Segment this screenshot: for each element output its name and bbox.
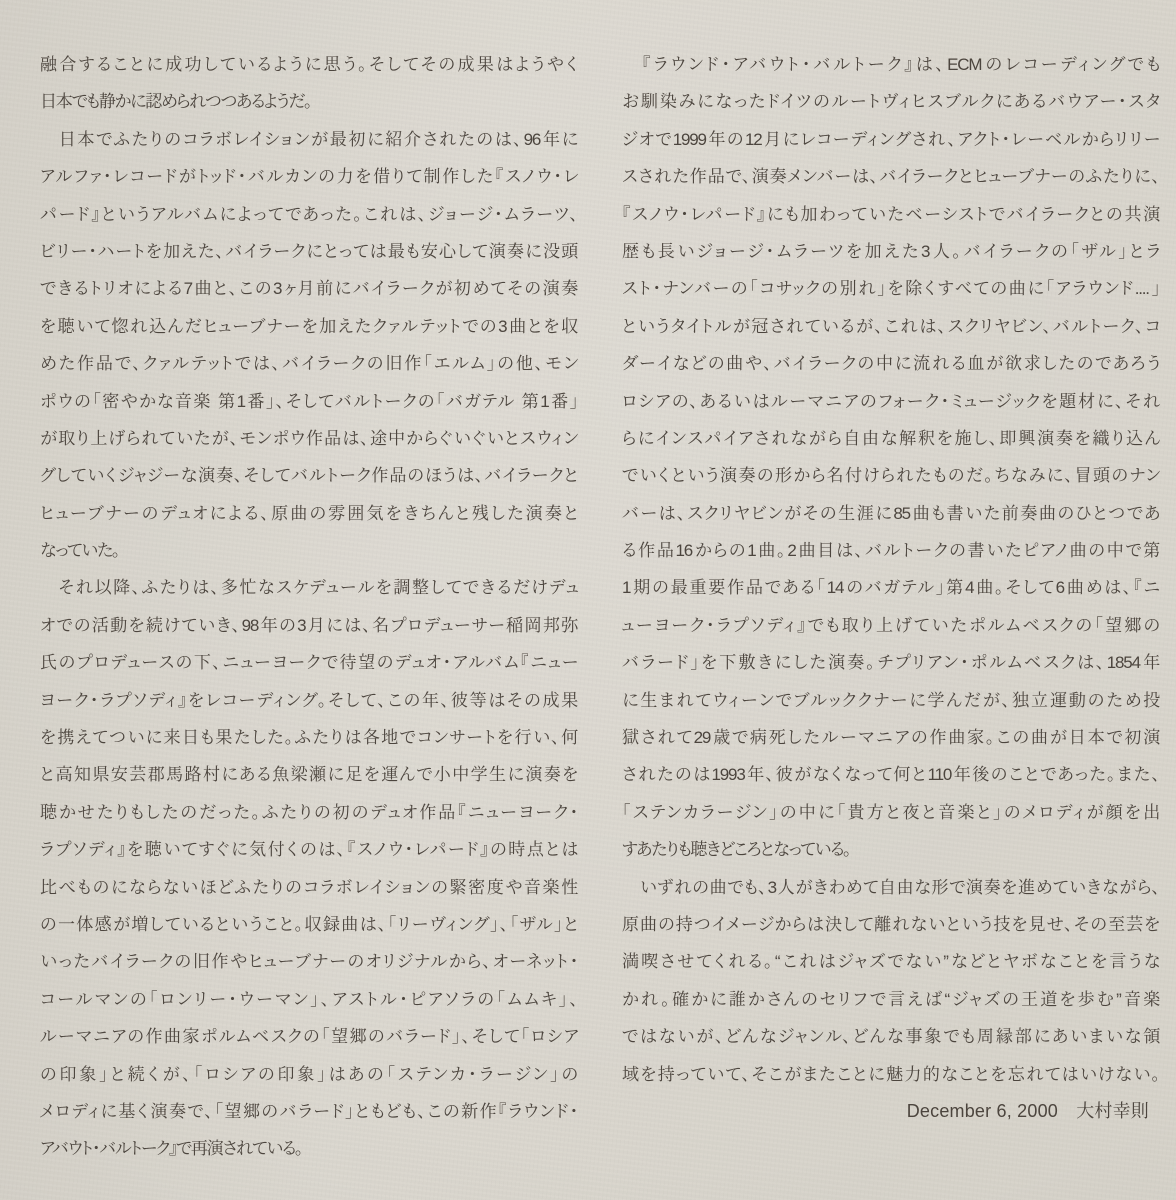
text-line: ルーマニアの作曲家ポルムベスクの「望郷のバラード」、そして「ロシア [40,1027,577,1047]
text-line: に生まれてウィーンでブルッククナーに学んだが、独立運動のため投 [622,690,1159,710]
text-line: らにインスパイアされながら自由な解釈を施し、即興演奏を織り込ん [622,428,1159,448]
text-line: メロディに基く演奏で、「望郷のバラード」ともども、この新作『ラウンド・ [40,1101,577,1121]
text-line: アバウト・バルトーク』で再演されている。 [40,1139,303,1159]
text-line: の一体感が増しているということ。収録曲は、「リーヴィング」、「ザル」と [40,914,577,934]
text-line: 「ステンカラージン」の中に「貴方と夜と音楽と」のメロディが顔を出 [622,802,1159,822]
text-line: 域を持っていて、そこがまたことに魅力的なことを忘れてはいけない。 [622,1064,1159,1084]
text-line: めた作品で、クァルテットでは、バイラークの旧作「エルム」の他、モン [40,354,577,374]
text-line: されたのは1993年、彼がなくなって何と110年後のことであった。また、 [622,765,1159,785]
text-line: 歴も長いジョージ・ムラーツを加えた3人。バイラークの「ザル」とラ [622,241,1159,261]
text-line: ポウの「密やかな音楽 第1番」、そしてバルトークの「バガテル 第1番」 [40,391,577,411]
text-line: ビリー・ハートを加えた、バイラークにとっては最も安心して演奏に没頭 [40,241,577,261]
text-line: ダーイなどの曲や、バイラークの中に流れる血が欲求したのであろう [622,354,1159,374]
text-line: バラード」を下敷きにした演奏。チプリアン・ポルムベスクは、1854年 [622,653,1159,673]
text-line: る作品16からの1曲。2曲目は、バルトークの書いたピアノ曲の中で第 [622,541,1159,561]
text-line: と高知県安芸郡馬路村にある魚梁瀬に足を運んで小中学生に演奏を [40,765,577,785]
text-line: なっていた。 [40,541,120,561]
text-line: でいくという演奏の形から名付けられたものだ。ちなみに、冒頭のナン [622,466,1159,486]
text-line: バーは、スクリヤビンがその生涯に85曲も書いた前奏曲のひとつであ [622,503,1159,523]
left-text-column [40,46,577,1168]
text-line: いずれの曲でも、3人がきわめて自由な形で演奏を進めていきながら、 [622,877,1159,897]
text-line: 比べものにならないほどふたりのコラボレイションの緊密度や音楽性 [40,877,577,897]
text-line: アルファ・レコードがトッド・バルカンの力を借りて制作した『スノウ・レ [40,167,577,187]
text-line: 日本でふたりのコラボレイションが最初に紹介されたのは、96年に [40,129,577,149]
text-line: コールマンの「ロンリー・ウーマン」、アストル・ピアソラの「ムムキ」、 [40,989,577,1009]
text-line: ロシアの、あるいはルーマニアのフォーク・ミュージックを題材に、それ [622,391,1159,411]
text-line: 原曲の持つイメージからは決して離れないという技を見せ、その至芸を [622,914,1159,934]
text-line: 満喫させてくれる。“これはジャズでない”などとヤボなことを言うな [622,952,1159,972]
text-line: オでの活動を続けていき、98年の3月には、名プロデューサー稲岡邦弥 [40,615,577,635]
text-line: 『スノウ・レパード』にも加わっていたベーシストでバイラークとの共演 [622,204,1159,224]
text-line: 獄されて29歳で病死したルーマニアの作曲家。この曲が日本で初演 [622,728,1159,748]
text-line: スト・ナンバーの「コサックの別れ」を除くすべての曲に「アラウンド....」 [622,279,1159,299]
text-line: スされた作品で、演奏メンバーは、バイラークとヒューブナーのふたりに、 [622,167,1159,187]
text-line: ではないが、どんなジャンル、どんな事象でも周縁部にあいまいな領 [622,1027,1159,1047]
text-line: ラプソディ』を聴いてすぐに気付くのは、『スノウ・レパード』の時点とは [40,840,577,860]
text-line: 聴かせたりもしたのだった。ふたりの初のデュオ作品『ニューヨーク・ [40,802,577,822]
text-line: それ以降、ふたりは、多忙なスケデュールを調整してできるだけデュ [40,578,577,598]
text-line: かれ。確かに誰かさんのセリフで言えば“ジャズの王道を歩む”音楽 [622,989,1159,1009]
text-line: すあたりも聴きどころとなっている。 [622,840,851,860]
text-line: グしていくジャジーな演奏、そしてバルトーク作品のほうは、バイラークと [40,466,577,486]
text-line: ヨーク・ラプソディ』をレコーディング。そして、この年、彼等はその成果 [40,690,577,710]
text-line: ジオで1999年の12月にレコーディングされ、アクト・レーベルからリリー [622,129,1159,149]
text-line: を聴いて惚れ込んだヒューブナーを加えたクァルテットでの3曲とを収 [40,316,577,336]
text-line: が取り上げられていたが、モンポウ作品は、途中からぐいぐいとスウィン [40,428,577,448]
text-line: を携えてついに来日も果たした。ふたりは各地でコンサートを行い、何 [40,728,577,748]
text-line: というタイトルが冠されているが、これは、スクリヤビン、バルトーク、コ [622,316,1159,336]
right-column-lines [622,46,1159,1093]
text-line: ューヨーク・ラプソディ』でも取り上げていたポルムベスクの「望郷の [622,615,1159,635]
text-line: いったバイラークの旧作やヒューブナーのオリジナルから、オーネット・ [40,952,577,972]
text-line: 1期の最重要作品である「14のバガテル」第4曲。そして6曲めは、『ニ [622,578,1159,598]
text-line: ヒューブナーのデュオによる、原曲の雰囲気をきちんと残した演奏と [40,503,577,523]
right-text-column [622,46,1159,1130]
text-line: 『ラウンド・アバウト・バルトーク』は、ECMのレコーディングでも [622,55,1159,74]
text-line: 日本でも静かに認められつつあるようだ。 [40,92,312,112]
text-line: 融合することに成功しているように思う。そしてその成果はようやく [40,55,577,74]
text-line: の印象」と続くが、「ロシアの印象」はあの「ステンカ・ラージン」の [40,1064,577,1084]
text-line: パード』というアルバムによってであった。これは、ジョージ・ムラーツ、 [40,204,577,224]
text-line: 氏のプロデュースの下、ニューヨークで待望のデュオ・アルバム『ニュー [40,653,577,673]
text-line: できるトリオによる7曲と、この3ヶ月前にバイラークが初めてその演奏 [40,279,577,299]
signoff-date-author: December 6, 2000 大村幸則 [906,1100,1149,1121]
text-line: お馴染みになったドイツのルートヴィヒスブルクにあるバウアー・スタ [622,92,1159,112]
